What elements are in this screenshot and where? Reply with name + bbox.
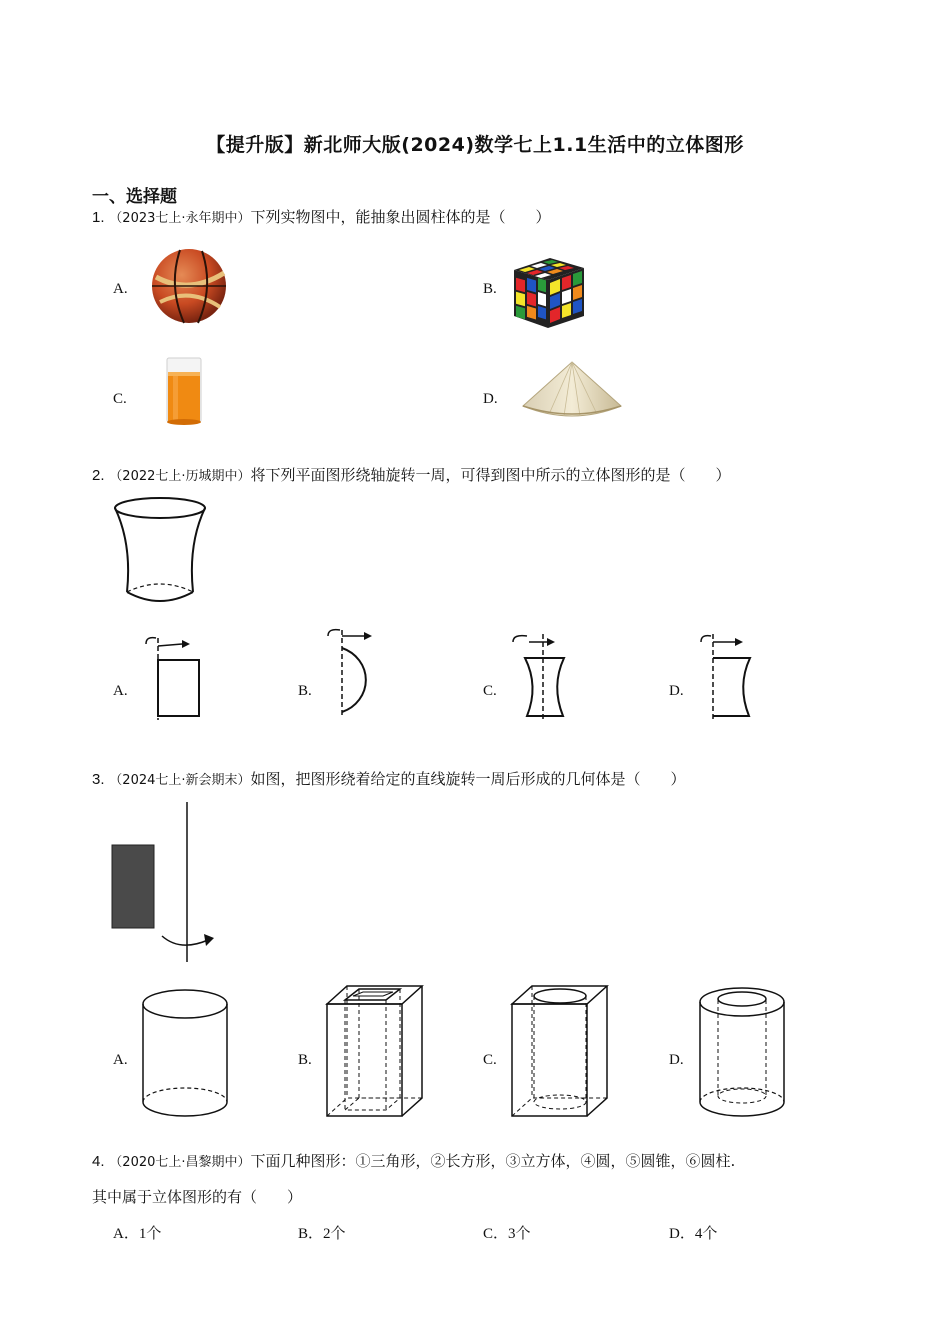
juice-glass-icon: [165, 356, 203, 426]
option-label: B.: [298, 683, 312, 699]
option-label: C.: [483, 683, 497, 699]
question-1: [92, 206, 551, 227]
option-label: B.: [483, 281, 497, 297]
question-number: 4.: [92, 1153, 105, 1170]
option-label: B.: [298, 1052, 312, 1068]
question-stem: 将下列平面图形绕轴旋转一周，可得到图中所示的立体图形的是（ ）: [250, 466, 731, 484]
option-label: A.: [113, 1052, 128, 1068]
option-label: A.: [113, 683, 128, 699]
option-b-semicircle-figure: [322, 626, 392, 722]
basketball-icon: [150, 247, 228, 325]
question-stem: 如图，把图形绕着给定的直线旋转一周后形成的几何体是（ ）: [250, 770, 686, 788]
option-a-rectangle-figure: [140, 632, 210, 722]
option-label: C.: [483, 1052, 497, 1068]
option-a-cylinder-figure: [140, 986, 230, 1120]
option-d: D．4个: [669, 1226, 718, 1242]
question-4-stem-line-2: 其中属于立体图形的有（ ）: [92, 1188, 303, 1206]
option-label: A.: [113, 281, 128, 297]
question-stem: 下面几种图形：①三角形，②长方形，③立方体，④圆，⑤圆锥，⑥圆柱.: [250, 1152, 736, 1170]
rectangle-and-axis-figure: [110, 800, 220, 964]
hyperboloid-solid-figure: [110, 494, 210, 606]
question-source: （2023七上·永年期中）: [109, 211, 251, 226]
option-a: A．1个: [113, 1226, 162, 1242]
option-d-half-concave-figure: [697, 630, 767, 722]
question-2: [92, 464, 731, 485]
question-source: （2024七上·新会期末）: [109, 773, 251, 788]
option-b: B．2个: [298, 1226, 346, 1242]
question-3: [92, 768, 686, 789]
option-c-concave-figure: [507, 630, 577, 722]
question-source: （2022七上·历城期中）: [109, 469, 251, 484]
section-heading: 一、选择题: [92, 187, 177, 207]
option-b-hollow-square-prism-figure: [325, 984, 425, 1120]
question-number: 1.: [92, 209, 105, 226]
option-d-hollow-cylinder-figure: [697, 986, 787, 1120]
option-label: D.: [669, 1052, 684, 1068]
option-c: C．3个: [483, 1226, 531, 1242]
question-number: 2.: [92, 467, 105, 484]
option-c-prism-with-cylinder-hole-figure: [510, 984, 610, 1120]
option-label: D.: [483, 391, 498, 407]
question-4: [92, 1150, 735, 1171]
option-label: D.: [669, 683, 684, 699]
rubiks-cube-icon: [510, 250, 586, 330]
page-title: 【提升版】新北师大版(2024)数学七上1.1生活中的立体图形: [206, 134, 744, 156]
conical-hat-icon: [520, 360, 624, 422]
question-stem: 下列实物图中，能抽象出圆柱体的是（ ）: [250, 208, 551, 226]
question-number: 3.: [92, 771, 105, 788]
option-label: C.: [113, 391, 127, 407]
question-source: （2020七上·昌黎期中）: [109, 1155, 251, 1170]
